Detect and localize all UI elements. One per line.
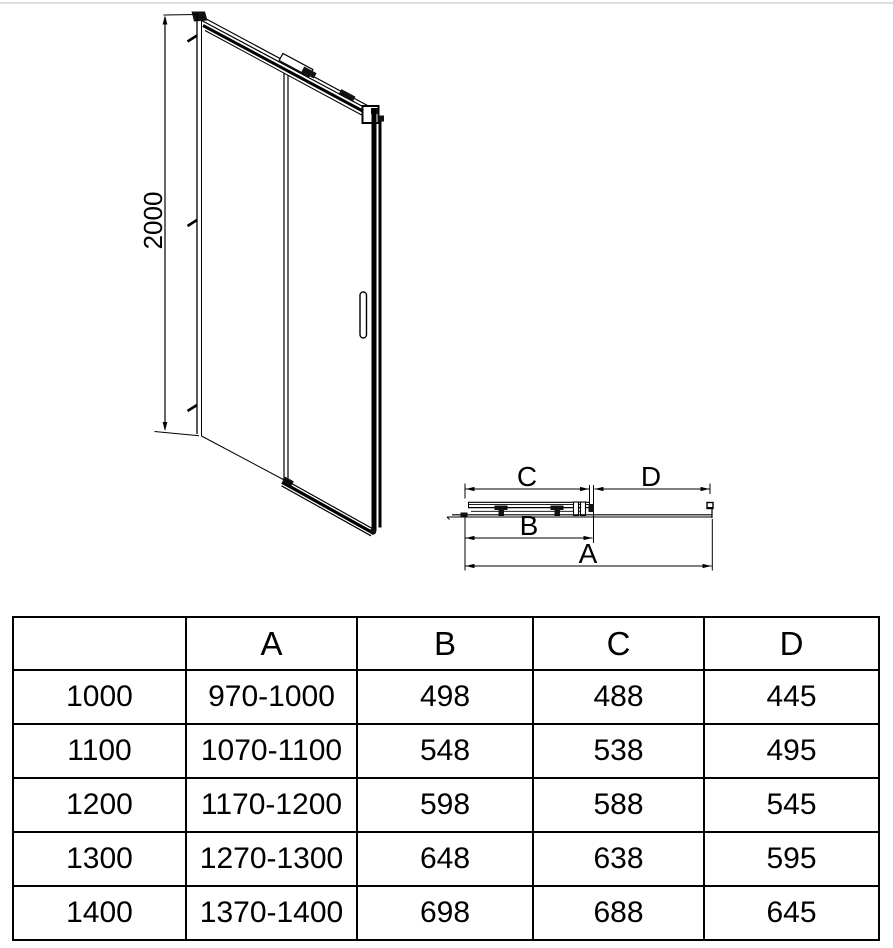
- size-table: [12, 616, 880, 941]
- roller-bracket: [551, 506, 564, 511]
- table-cell: 645: [704, 886, 879, 940]
- wall-fixing-tick: [188, 36, 198, 42]
- table-cell: 648: [357, 832, 533, 886]
- size-cell: 1000: [13, 670, 186, 724]
- table-cell: 548: [357, 724, 533, 778]
- col-header-b: B: [357, 617, 533, 670]
- table-row: [13, 778, 879, 832]
- col-header-size: [13, 617, 186, 670]
- wall-fixing-tick: [188, 405, 198, 411]
- dim-label-a: A: [578, 538, 598, 569]
- table-header-row: [13, 617, 879, 670]
- dim-label-c: C: [516, 461, 538, 492]
- table-cell: 970-1000: [186, 670, 357, 724]
- table-cell: 598: [357, 778, 533, 832]
- col-header-c: C: [533, 617, 704, 670]
- table-cell: 445: [704, 670, 879, 724]
- table-cell: 498: [357, 670, 533, 724]
- size-cell: 1100: [13, 724, 186, 778]
- table-cell: 1070-1100: [186, 724, 357, 778]
- front-view-drawing: [188, 12, 385, 536]
- table-cell: 545: [704, 778, 879, 832]
- table-cell: 1370-1400: [186, 886, 357, 940]
- size-cell: 1400: [13, 886, 186, 940]
- table-cell: 588: [533, 778, 704, 832]
- table-row: [13, 670, 879, 724]
- roller-bracket: [495, 506, 508, 511]
- col-header-d: D: [704, 617, 879, 670]
- table-cell: 538: [533, 724, 704, 778]
- table-row: [13, 724, 879, 778]
- table-cell: 638: [533, 832, 704, 886]
- wall-fixing-tick: [188, 220, 198, 226]
- table-cell: 488: [533, 670, 704, 724]
- door-handle: [360, 292, 367, 338]
- col-header-a: A: [186, 617, 357, 670]
- arrow-up: [163, 16, 168, 25]
- size-cell: 1200: [13, 778, 186, 832]
- table-cell: 495: [704, 724, 879, 778]
- table-row: [13, 832, 879, 886]
- table-cell: 698: [357, 886, 533, 940]
- table-cell: 1170-1200: [186, 778, 357, 832]
- table-cell: 1270-1300: [186, 832, 357, 886]
- dim-label-d: D: [640, 461, 662, 492]
- size-cell: 1300: [13, 832, 186, 886]
- arrow-down: [163, 422, 168, 431]
- rail-left-cap: [192, 12, 208, 22]
- table-cell: 688: [533, 886, 704, 940]
- table-cell: 595: [704, 832, 879, 886]
- dim-label-b: B: [519, 510, 539, 541]
- table-row: [13, 886, 879, 940]
- height-dimension-label: 2000: [138, 191, 168, 250]
